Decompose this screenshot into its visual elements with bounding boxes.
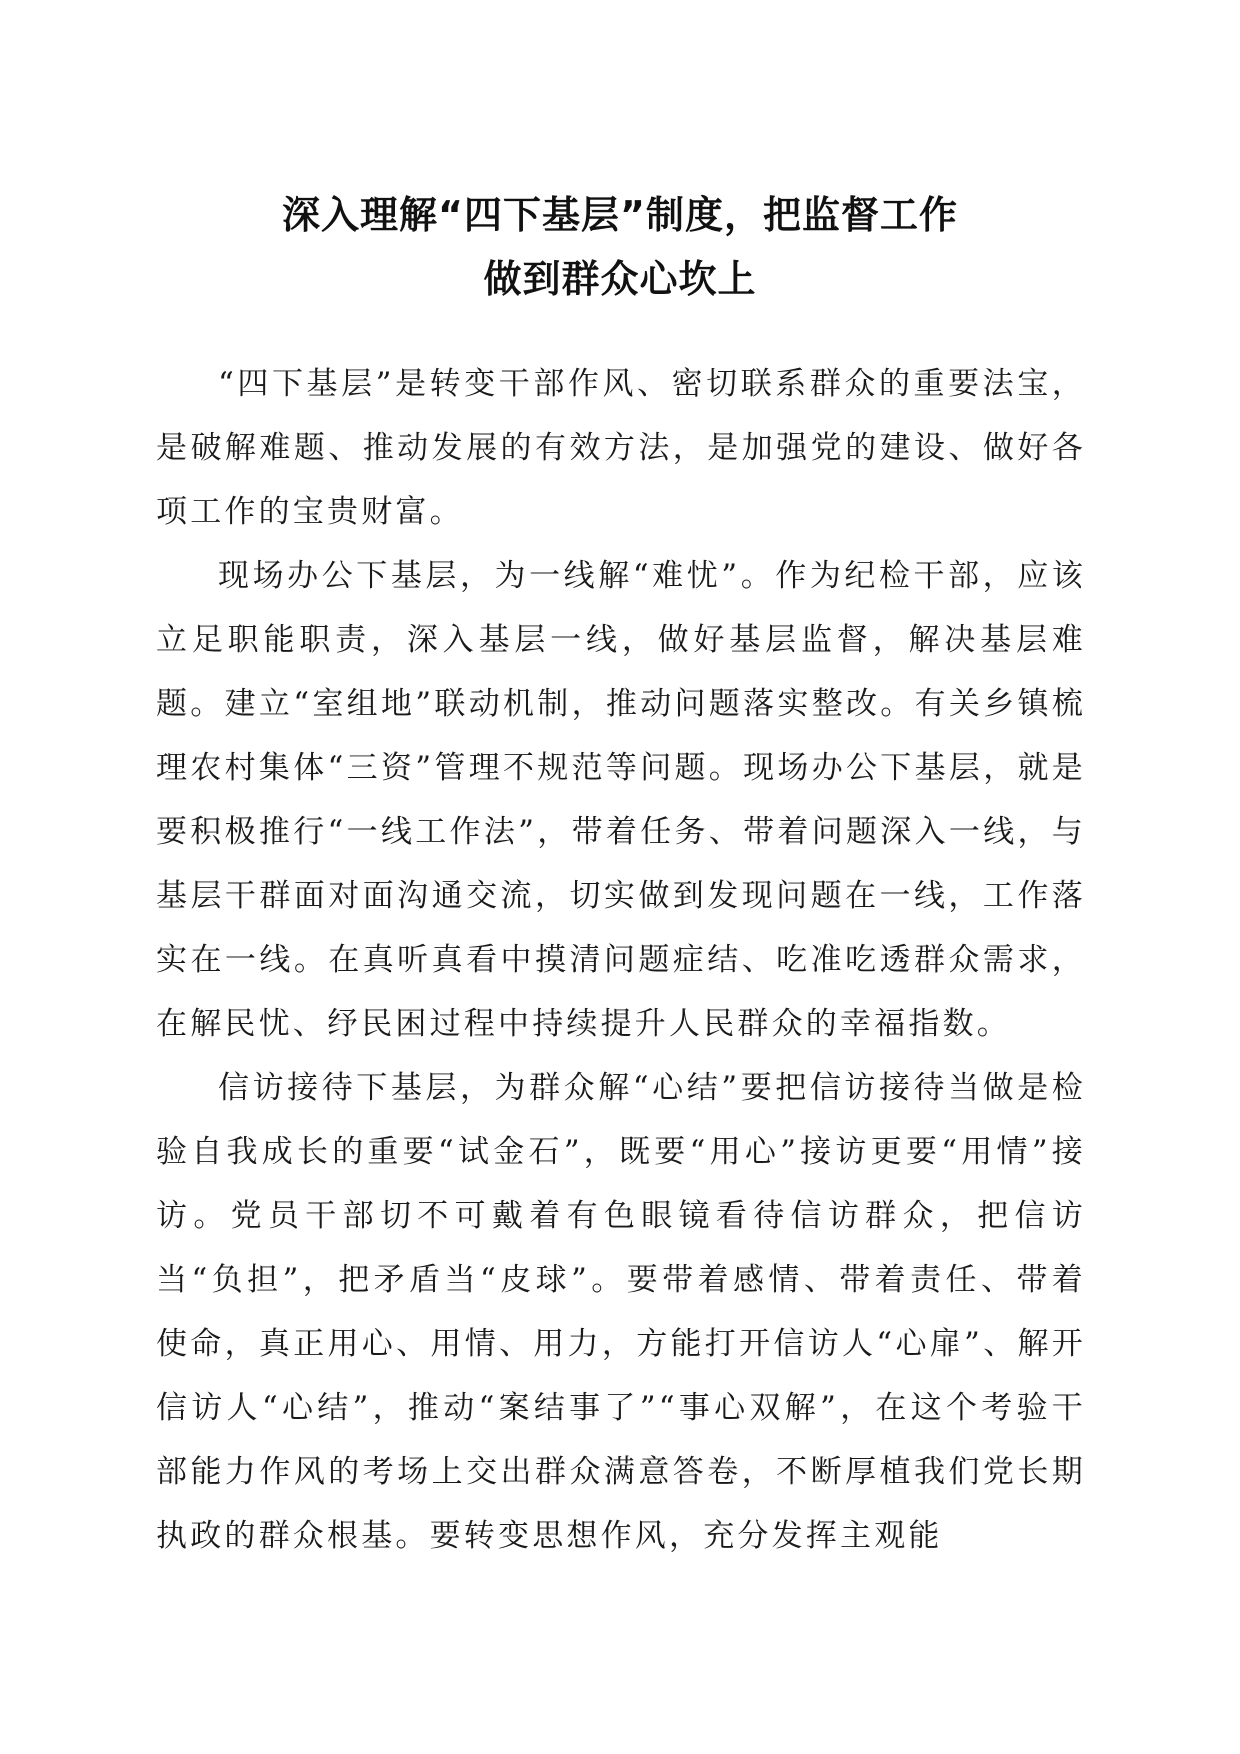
document-title-line-1: 深入理解“四下基层”制度，把监督工作 bbox=[282, 193, 958, 237]
paragraph-petition-reception: 信访接待下基层，为群众解“心结”要把信访接待当做是检验自我成长的重要“试金石”，既要“用心”接访更要“用情”接访。党员干部切不可戴着有色眼镜看待信访群众，把信访当“负担”，把矛盾当“皮球”。要带着感情、带着责任、带着使命，真正用心、用情、用力，方能打开信访人“心扉”、解开信访人“心结”，推动“案结事了”“事心双解”，在这个考验干部能力作风的考场上交出群众满意答卷，不断厚植我们党长期执政的群众根基。要转变思想作风，充分发挥主观能 bbox=[156, 1070, 1086, 1554]
document-title-line-2: 做到群众心坎上 bbox=[483, 257, 757, 301]
document-body bbox=[156, 352, 1086, 1568]
paragraph-onsite-office: 现场办公下基层，为一线解“难忧”。作为纪检干部，应该立足职能职责，深入基层一线，做好基层监督，解决基层难题。建立“室组地”联动机制，推动问题落实整改。有关乡镇梳理农村集体“三资”管理不规范等问题。现场办公下基层，就是要积极推行“一线工作法”，带着任务、带着问题深入一线，与基层干群面对面沟通交流，切实做到发现问题在一线，工作落实在一线。在真听真看中摸清问题症结、吃准吃透群众需求，在解民忧、纾民困过程中持续提升人民群众的幸福指数。 bbox=[156, 558, 1086, 1042]
paragraph-intro: “四下基层”是转变干部作风、密切联系群众的重要法宝，是破解难题、推动发展的有效方法，是加强党的建设、做好各项工作的宝贵财富。 bbox=[156, 366, 1086, 530]
